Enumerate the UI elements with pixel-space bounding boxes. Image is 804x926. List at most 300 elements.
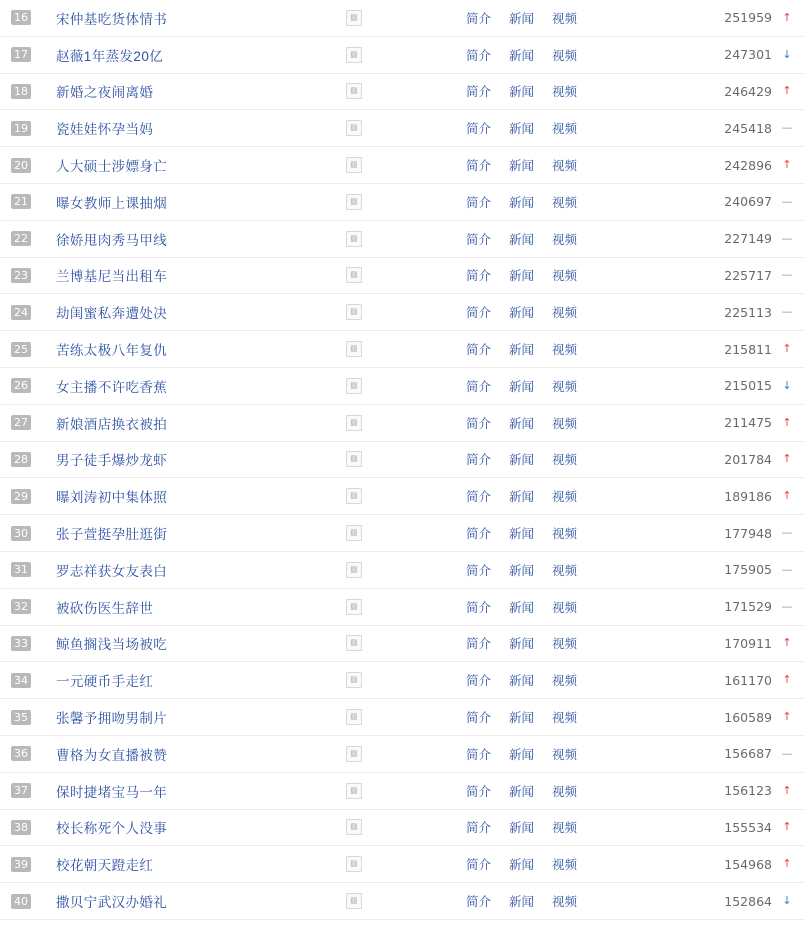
rank-cell <box>6 526 36 541</box>
table-row <box>0 294 804 331</box>
thumbnail-cell <box>346 893 466 909</box>
search-index-value: 242896 <box>724 157 772 173</box>
link-video[interactable]: 视频 <box>552 453 578 468</box>
search-index-value: 152864 <box>724 893 772 909</box>
trend-flat-icon: — <box>781 562 793 576</box>
resource-links <box>466 119 616 137</box>
link-intro[interactable]: 简介 <box>466 122 492 137</box>
link-intro[interactable]: 简介 <box>466 343 492 358</box>
table-row <box>0 810 804 847</box>
thumbnail-cell <box>346 746 466 762</box>
rank-badge: 37 <box>11 783 31 798</box>
resource-links <box>466 782 616 800</box>
link-news[interactable]: 新闻 <box>509 195 535 210</box>
trend-up-icon: ↑ <box>782 10 792 24</box>
image-thumbnail-icon: ▨ <box>346 488 362 504</box>
link-intro[interactable]: 简介 <box>466 85 492 100</box>
thumbnail-cell <box>346 819 466 835</box>
rank-badge: 38 <box>11 820 31 835</box>
keyword-link[interactable]: 校长称死个人没事 <box>56 821 168 837</box>
link-video[interactable]: 视频 <box>552 747 578 762</box>
trend-flat-icon: — <box>781 121 793 135</box>
table-row <box>0 552 804 589</box>
resource-links <box>466 82 616 100</box>
table-row <box>0 589 804 626</box>
search-index-value: 189186 <box>724 488 772 504</box>
link-news[interactable]: 新闻 <box>509 784 535 799</box>
rank-badge: 26 <box>11 378 31 393</box>
link-video[interactable]: 视频 <box>552 711 578 726</box>
rank-cell <box>6 378 36 393</box>
rank-badge: 31 <box>11 562 31 577</box>
rank-cell <box>6 562 36 577</box>
link-intro[interactable]: 简介 <box>466 416 492 431</box>
link-news[interactable]: 新闻 <box>509 379 535 394</box>
link-video[interactable]: 视频 <box>552 821 578 836</box>
rank-badge: 32 <box>11 599 31 614</box>
link-video[interactable]: 视频 <box>552 232 578 247</box>
rank-cell <box>6 746 36 761</box>
keyword-link[interactable]: 男子徒手爆炒龙虾 <box>56 453 168 469</box>
link-video[interactable]: 视频 <box>552 895 578 910</box>
table-row <box>0 515 804 552</box>
image-thumbnail-icon: ▨ <box>346 304 362 320</box>
rank-cell <box>6 857 36 872</box>
rank-cell <box>6 231 36 246</box>
rank-badge: 36 <box>11 746 31 761</box>
keyword-link[interactable]: 一元硬币手走红 <box>56 674 154 690</box>
link-news[interactable]: 新闻 <box>509 122 535 137</box>
keyword-link[interactable]: 鲸鱼搁浅当场被吃 <box>56 637 168 653</box>
trend-flat-icon: — <box>781 231 793 245</box>
link-news[interactable]: 新闻 <box>509 895 535 910</box>
link-news[interactable]: 新闻 <box>509 48 535 63</box>
link-intro[interactable]: 简介 <box>466 747 492 762</box>
image-thumbnail-icon: ▨ <box>346 709 362 725</box>
link-news[interactable]: 新闻 <box>509 343 535 358</box>
resource-links <box>466 377 616 395</box>
thumbnail-cell <box>346 488 466 504</box>
image-thumbnail-icon: ▨ <box>346 83 362 99</box>
link-intro[interactable]: 简介 <box>466 195 492 210</box>
rank-cell <box>6 783 36 798</box>
trend-flat-icon: — <box>781 305 793 319</box>
link-video[interactable]: 视频 <box>552 122 578 137</box>
image-thumbnail-icon: ▨ <box>346 562 362 578</box>
rank-cell <box>6 820 36 835</box>
thumbnail-cell <box>346 599 466 615</box>
search-index-value: 201784 <box>724 451 772 467</box>
link-intro[interactable]: 简介 <box>466 711 492 726</box>
table-row <box>0 846 804 883</box>
rank-cell <box>6 268 36 283</box>
thumbnail-cell <box>346 267 466 283</box>
link-intro[interactable]: 简介 <box>466 674 492 689</box>
keyword-link[interactable]: 曝刘涛初中集体照 <box>56 490 168 506</box>
search-index-value: 156123 <box>724 783 772 799</box>
link-news[interactable]: 新闻 <box>509 600 535 615</box>
link-video[interactable]: 视频 <box>552 48 578 63</box>
resource-links <box>466 414 616 432</box>
search-index-value: 215015 <box>724 378 772 394</box>
link-news[interactable]: 新闻 <box>509 85 535 100</box>
link-intro[interactable]: 简介 <box>466 48 492 63</box>
keyword-link[interactable]: 曹格为女直播被赞 <box>56 747 168 763</box>
rank-badge: 28 <box>11 452 31 467</box>
rank-badge: 30 <box>11 526 31 541</box>
link-news[interactable]: 新闻 <box>509 674 535 689</box>
keyword-link[interactable]: 宋仲基吃货体情书 <box>56 11 168 27</box>
trend-up-icon: ↑ <box>782 158 792 172</box>
rank-cell <box>6 415 36 430</box>
rank-badge: 33 <box>11 636 31 651</box>
search-index-value: 251959 <box>724 10 772 26</box>
rank-badge: 40 <box>11 894 31 909</box>
search-index-value: 177948 <box>724 525 772 541</box>
thumbnail-cell <box>346 10 466 26</box>
thumbnail-cell <box>346 451 466 467</box>
table-row <box>0 0 804 37</box>
search-index-value: 160589 <box>724 709 772 725</box>
rank-cell <box>6 894 36 909</box>
link-intro[interactable]: 简介 <box>466 232 492 247</box>
link-intro[interactable]: 简介 <box>466 490 492 505</box>
table-row <box>0 258 804 295</box>
rank-badge: 20 <box>11 158 31 173</box>
link-intro[interactable]: 简介 <box>466 379 492 394</box>
rank-badge: 19 <box>11 121 31 136</box>
keyword-link[interactable]: 徐娇甩肉秀马甲线 <box>56 232 168 248</box>
search-index-value: 245418 <box>724 120 772 136</box>
link-news[interactable]: 新闻 <box>509 269 535 284</box>
keyword-link[interactable]: 瓷娃娃怀孕当妈 <box>56 122 154 138</box>
table-row <box>0 221 804 258</box>
thumbnail-cell <box>346 562 466 578</box>
trend-flat-icon: — <box>781 194 793 208</box>
link-intro[interactable]: 简介 <box>466 269 492 284</box>
keyword-link[interactable]: 新婚之夜闹离婚 <box>56 85 154 101</box>
link-video[interactable]: 视频 <box>552 637 578 652</box>
rank-cell <box>6 84 36 99</box>
image-thumbnail-icon: ▨ <box>346 746 362 762</box>
image-thumbnail-icon: ▨ <box>346 267 362 283</box>
table-row <box>0 626 804 663</box>
trend-down-icon: ↓ <box>782 378 792 392</box>
trend-up-icon: ↑ <box>782 857 792 871</box>
trend-up-icon: ↑ <box>782 489 792 503</box>
link-video[interactable]: 视频 <box>552 674 578 689</box>
trend-down-icon: ↓ <box>782 47 792 61</box>
search-index-value: 154968 <box>724 856 772 872</box>
image-thumbnail-icon: ▨ <box>346 525 362 541</box>
thumbnail-cell <box>346 635 466 651</box>
image-thumbnail-icon: ▨ <box>346 819 362 835</box>
trend-flat-icon: — <box>781 599 793 613</box>
link-intro[interactable]: 简介 <box>466 600 492 615</box>
image-thumbnail-icon: ▨ <box>346 856 362 872</box>
image-thumbnail-icon: ▨ <box>346 415 362 431</box>
link-news[interactable]: 新闻 <box>509 821 535 836</box>
search-index-value: 246429 <box>724 83 772 99</box>
link-news[interactable]: 新闻 <box>509 711 535 726</box>
trend-up-icon: ↑ <box>782 820 792 834</box>
keyword-link[interactable]: 被砍伤医生辞世 <box>56 600 154 616</box>
link-news[interactable]: 新闻 <box>509 637 535 652</box>
rank-cell <box>6 342 36 357</box>
table-row <box>0 110 804 147</box>
link-news[interactable]: 新闻 <box>509 858 535 873</box>
thumbnail-cell <box>346 120 466 136</box>
resource-links <box>466 634 616 652</box>
keyword-link[interactable]: 曝女教师上课抽烟 <box>56 195 168 211</box>
link-video[interactable]: 视频 <box>552 858 578 873</box>
search-index-value: 215811 <box>724 341 772 357</box>
rank-badge: 24 <box>11 305 31 320</box>
link-intro[interactable]: 简介 <box>466 821 492 836</box>
link-news[interactable]: 新闻 <box>509 527 535 542</box>
thumbnail-cell <box>346 378 466 394</box>
link-intro[interactable]: 简介 <box>466 159 492 174</box>
rank-badge: 16 <box>11 10 31 25</box>
link-intro[interactable]: 简介 <box>466 895 492 910</box>
link-news[interactable]: 新闻 <box>509 416 535 431</box>
image-thumbnail-icon: ▨ <box>346 599 362 615</box>
table-row <box>0 368 804 405</box>
trend-up-icon: ↑ <box>782 84 792 98</box>
resource-links <box>466 450 616 468</box>
resource-links <box>466 193 616 211</box>
rank-badge: 29 <box>11 489 31 504</box>
rank-badge: 39 <box>11 857 31 872</box>
image-thumbnail-icon: ▨ <box>346 893 362 909</box>
link-video[interactable]: 视频 <box>552 490 578 505</box>
table-row <box>0 773 804 810</box>
link-news[interactable]: 新闻 <box>509 159 535 174</box>
image-thumbnail-icon: ▨ <box>346 672 362 688</box>
table-row <box>0 736 804 773</box>
table-row <box>0 37 804 74</box>
rank-cell <box>6 47 36 62</box>
search-index-value: 225113 <box>724 304 772 320</box>
link-news[interactable]: 新闻 <box>509 453 535 468</box>
link-intro[interactable]: 简介 <box>466 858 492 873</box>
rank-cell <box>6 673 36 688</box>
resource-links <box>466 561 616 579</box>
search-index-value: 247301 <box>724 47 772 63</box>
link-video[interactable]: 视频 <box>552 600 578 615</box>
thumbnail-cell <box>346 194 466 210</box>
table-row <box>0 74 804 111</box>
keyword-link[interactable]: 保时捷堵宝马一年 <box>56 784 168 800</box>
table-row <box>0 662 804 699</box>
link-news[interactable]: 新闻 <box>509 747 535 762</box>
link-news[interactable]: 新闻 <box>509 306 535 321</box>
thumbnail-cell <box>346 856 466 872</box>
resource-links <box>466 892 616 910</box>
link-video[interactable]: 视频 <box>552 306 578 321</box>
rank-badge: 22 <box>11 231 31 246</box>
search-index-value: 170911 <box>724 635 772 651</box>
table-row <box>0 442 804 479</box>
trend-up-icon: ↑ <box>782 636 792 650</box>
resource-links <box>466 708 616 726</box>
link-news[interactable]: 新闻 <box>509 490 535 505</box>
trend-flat-icon: — <box>781 526 793 540</box>
table-row <box>0 883 804 920</box>
keyword-link[interactable]: 校花朝天蹬走红 <box>56 858 154 874</box>
link-video[interactable]: 视频 <box>552 784 578 799</box>
search-index-value: 211475 <box>724 415 772 431</box>
rank-cell <box>6 710 36 725</box>
resource-links <box>466 9 616 27</box>
image-thumbnail-icon: ▨ <box>346 341 362 357</box>
table-row <box>0 405 804 442</box>
thumbnail-cell <box>346 47 466 63</box>
link-video[interactable]: 视频 <box>552 416 578 431</box>
image-thumbnail-icon: ▨ <box>346 120 362 136</box>
rank-cell <box>6 636 36 651</box>
trend-up-icon: ↑ <box>782 415 792 429</box>
search-index-value: 156687 <box>724 746 772 762</box>
link-intro[interactable]: 简介 <box>466 453 492 468</box>
resource-links <box>466 230 616 248</box>
rank-badge: 18 <box>11 84 31 99</box>
table-row <box>0 184 804 221</box>
image-thumbnail-icon: ▨ <box>346 10 362 26</box>
trend-down-icon: ↓ <box>782 894 792 908</box>
table-row <box>0 331 804 368</box>
thumbnail-cell <box>346 83 466 99</box>
keyword-link[interactable]: 撒贝宁武汉办婚礼 <box>56 895 168 911</box>
keyword-link[interactable]: 苦练太极八年复仇 <box>56 343 168 359</box>
rank-cell <box>6 158 36 173</box>
link-intro[interactable]: 简介 <box>466 527 492 542</box>
link-news[interactable]: 新闻 <box>509 11 535 26</box>
image-thumbnail-icon: ▨ <box>346 47 362 63</box>
link-video[interactable]: 视频 <box>552 269 578 284</box>
search-index-value: 240697 <box>724 194 772 210</box>
link-video[interactable]: 视频 <box>552 379 578 394</box>
link-video[interactable]: 视频 <box>552 563 578 578</box>
resource-links <box>466 303 616 321</box>
rank-cell <box>6 599 36 614</box>
rank-badge: 23 <box>11 268 31 283</box>
resource-links <box>466 46 616 64</box>
keyword-link[interactable]: 人大硕士涉嫖身亡 <box>56 159 168 175</box>
rank-badge: 34 <box>11 673 31 688</box>
resource-links <box>466 745 616 763</box>
search-index-value: 175905 <box>724 562 772 578</box>
keyword-link[interactable]: 罗志祥获女友表白 <box>56 563 168 579</box>
resource-links <box>466 524 616 542</box>
image-thumbnail-icon: ▨ <box>346 194 362 210</box>
search-index-value: 171529 <box>724 599 772 615</box>
link-video[interactable]: 视频 <box>552 11 578 26</box>
resource-links <box>466 818 616 836</box>
link-video[interactable]: 视频 <box>552 195 578 210</box>
resource-links <box>466 598 616 616</box>
image-thumbnail-icon: ▨ <box>346 231 362 247</box>
resource-links <box>466 855 616 873</box>
trend-up-icon: ↑ <box>782 710 792 724</box>
keyword-link[interactable]: 张子萱挺孕肚逛街 <box>56 527 168 543</box>
link-video[interactable]: 视频 <box>552 85 578 100</box>
rank-cell <box>6 489 36 504</box>
thumbnail-cell <box>346 157 466 173</box>
link-intro[interactable]: 简介 <box>466 637 492 652</box>
trend-up-icon: ↑ <box>782 342 792 356</box>
rank-cell <box>6 121 36 136</box>
rank-cell <box>6 194 36 209</box>
search-index-value: 161170 <box>724 672 772 688</box>
keyword-link[interactable]: 张馨予拥吻男制片 <box>56 711 168 727</box>
thumbnail-cell <box>346 304 466 320</box>
image-thumbnail-icon: ▨ <box>346 378 362 394</box>
rank-cell <box>6 452 36 467</box>
rank-badge: 21 <box>11 194 31 209</box>
keyword-link[interactable]: 兰博基尼当出租车 <box>56 269 168 285</box>
thumbnail-cell <box>346 525 466 541</box>
search-index-value: 225717 <box>724 267 772 283</box>
trend-flat-icon: — <box>781 268 793 282</box>
thumbnail-cell <box>346 341 466 357</box>
resource-links <box>466 266 616 284</box>
search-index-value: 227149 <box>724 231 772 247</box>
link-news[interactable]: 新闻 <box>509 563 535 578</box>
link-video[interactable]: 视频 <box>552 343 578 358</box>
search-index-value: 155534 <box>724 819 772 835</box>
image-thumbnail-icon: ▨ <box>346 783 362 799</box>
rank-badge: 35 <box>11 710 31 725</box>
thumbnail-cell <box>346 783 466 799</box>
rank-cell <box>6 305 36 320</box>
trend-up-icon: ↑ <box>782 673 792 687</box>
keyword-link[interactable]: 劫闺蜜私奔遭处决 <box>56 306 168 322</box>
link-intro[interactable]: 简介 <box>466 784 492 799</box>
image-thumbnail-icon: ▨ <box>346 635 362 651</box>
trend-flat-icon: — <box>781 746 793 760</box>
rank-badge: 27 <box>11 415 31 430</box>
table-row <box>0 699 804 736</box>
keyword-link[interactable]: 赵薇1年蒸发20亿 <box>56 48 164 64</box>
resource-links <box>466 487 616 505</box>
image-thumbnail-icon: ▨ <box>346 157 362 173</box>
trend-up-icon: ↑ <box>782 452 792 466</box>
thumbnail-cell <box>346 415 466 431</box>
rank-badge: 25 <box>11 342 31 357</box>
keyword-link[interactable]: 新娘酒店换衣被拍 <box>56 416 168 432</box>
resource-links <box>466 340 616 358</box>
trend-up-icon: ↑ <box>782 783 792 797</box>
resource-links <box>466 671 616 689</box>
link-intro[interactable]: 简介 <box>466 563 492 578</box>
thumbnail-cell <box>346 709 466 725</box>
link-video[interactable]: 视频 <box>552 527 578 542</box>
thumbnail-cell <box>346 672 466 688</box>
resource-links <box>466 156 616 174</box>
table-row <box>0 147 804 184</box>
link-news[interactable]: 新闻 <box>509 232 535 247</box>
link-video[interactable]: 视频 <box>552 159 578 174</box>
rank-cell <box>6 10 36 25</box>
link-intro[interactable]: 简介 <box>466 306 492 321</box>
thumbnail-cell <box>346 231 466 247</box>
rank-badge: 17 <box>11 47 31 62</box>
image-thumbnail-icon: ▨ <box>346 451 362 467</box>
keyword-link[interactable]: 女主播不许吃香蕉 <box>56 379 168 395</box>
link-intro[interactable]: 简介 <box>466 11 492 26</box>
table-row <box>0 478 804 515</box>
